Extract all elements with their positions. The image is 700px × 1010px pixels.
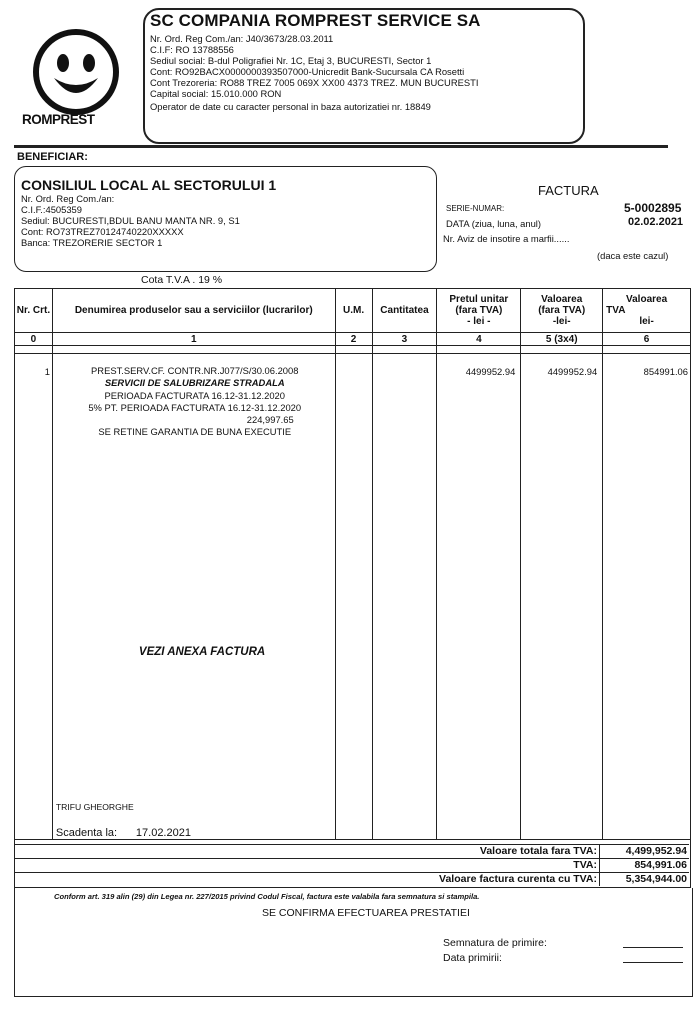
beneficiary-cif: C.I.F.:4505359 bbox=[21, 204, 82, 215]
desc-line: SERVICII DE SALUBRIZARE STRADALA bbox=[104, 377, 285, 389]
header-vat-line-3: lei- bbox=[639, 316, 654, 327]
header-vat-line-1: Valoarea bbox=[626, 294, 668, 305]
index-cell: 0 bbox=[15, 333, 53, 346]
desc-line: PERIOADA FACTURATA 16.12-31.12.2020 bbox=[104, 389, 285, 401]
net-total-label: Valoare totala fara TVA: bbox=[479, 845, 597, 857]
invoice-title: FACTURA bbox=[538, 183, 599, 198]
supplier-operator: Operator de date cu caracter personal in baza autorizatiei nr. 18849 bbox=[150, 101, 431, 112]
aviz-label: Nr. Aviz de insotire a marfii...... bbox=[443, 233, 570, 244]
beneficiary-name: CONSILIUL LOCAL AL SECTORULUI 1 bbox=[21, 177, 277, 193]
supplier-cif: C.I.F: RO 13788556 bbox=[150, 44, 234, 55]
index-cell: 5 (3x4) bbox=[521, 333, 603, 346]
beneficiary-label: BENEFICIAR: bbox=[17, 151, 88, 163]
receipt-date-line bbox=[623, 962, 683, 963]
desc-line: PREST.SERV.CF. CONTR.NR.J077/S/30.06.2008 bbox=[91, 365, 299, 376]
header-value-line-3: -lei- bbox=[552, 316, 571, 327]
header-row bbox=[15, 289, 691, 333]
legal-note: Conform art. 319 alin (29) din Legea nr. 227/2015 privind Codul Fiscal, factura este valabila fara semnatura si stampila. bbox=[54, 892, 480, 901]
series-label: SERIE-NUMAR: bbox=[446, 204, 505, 213]
desc-line: 5% PT. PERIOADA FACTURATA 16.12-31.12.2020 bbox=[88, 401, 302, 413]
item-description bbox=[52, 354, 335, 840]
index-cell: 3 bbox=[372, 333, 437, 346]
spacer-row bbox=[15, 346, 691, 354]
beneficiary-address: Sediul: BUCURESTI,BDUL BANU MANTA NR. 9, S1 bbox=[21, 215, 240, 226]
header-qty: Cantitatea bbox=[372, 289, 437, 333]
header-price-line-1: Pretul unitar bbox=[449, 294, 509, 305]
supplier-reg: Nr. Ord. Reg Com./an: J40/3673/28.03.2011 bbox=[150, 33, 334, 44]
series-value: 5-0002895 bbox=[624, 201, 682, 215]
item-vat: 854991.06 bbox=[603, 354, 691, 840]
item-nr: 1 bbox=[15, 354, 53, 840]
totals-divider bbox=[599, 844, 600, 886]
signature-line bbox=[623, 947, 683, 948]
date-label: DATA (ziua, luna, anul) bbox=[446, 218, 542, 229]
item-price: 4499952.94 bbox=[437, 354, 521, 840]
header-rule bbox=[14, 145, 668, 148]
beneficiary-bank: Banca: TREZORERIE SECTOR 1 bbox=[21, 237, 163, 248]
supplier-address: Sediul social: B-dul Poligrafiei Nr. 1C, Etaj 3, BUCURESTI, Sector 1 bbox=[150, 55, 432, 66]
index-row bbox=[15, 333, 691, 346]
date-value: 02.02.2021 bbox=[628, 216, 684, 228]
supplier-capital: Capital social: 15.010.000 RON bbox=[150, 88, 282, 99]
desc-line: SE RETINE GARANTIA DE BUNA EXECUTIE bbox=[98, 426, 292, 438]
header-price bbox=[437, 289, 521, 333]
aviz-note: (daca este cazul) bbox=[597, 250, 669, 261]
items-table bbox=[14, 288, 691, 840]
header-price-line-3: - lei - bbox=[467, 316, 491, 327]
header-vat bbox=[603, 289, 691, 333]
net-total-value: 4,499,952.94 bbox=[625, 845, 687, 857]
totals-block bbox=[14, 839, 691, 888]
responsible-person: TRIFU GHEORGHE bbox=[55, 802, 134, 812]
vat-total-label: TVA: bbox=[573, 859, 597, 871]
signature-label: Semnatura de primire: bbox=[443, 937, 547, 949]
index-cell: 2 bbox=[335, 333, 372, 346]
annex-note: VEZI ANEXA FACTURA bbox=[138, 646, 266, 658]
header-price-line-2: (fara TVA) bbox=[455, 305, 503, 316]
beneficiary-account: Cont: RO73TREZ70124740220XXXXX bbox=[21, 226, 184, 237]
gross-total-label: Valoare factura curenta cu TVA: bbox=[439, 873, 597, 885]
romprest-logo bbox=[18, 20, 134, 132]
item-value: 4499952.94 bbox=[521, 354, 603, 840]
item-row bbox=[15, 354, 691, 840]
header-vat-line-2: TVA bbox=[606, 305, 626, 316]
vat-total-value: 854,991.06 bbox=[634, 859, 687, 871]
supplier-name: SC COMPANIA ROMPREST SERVICE SA bbox=[150, 11, 481, 30]
index-cell: 6 bbox=[603, 333, 691, 346]
vat-rate: Cota T.V.A . 19 % bbox=[141, 274, 223, 286]
header-value bbox=[521, 289, 603, 333]
header-desc: Denumirea produselor sau a serviciilor (lucrarilor) bbox=[52, 289, 335, 333]
header-nr: Nr. Crt. bbox=[15, 289, 53, 333]
supplier-account: Cont: RO92BACX0000000393507000-Unicredit Bank-Sucursala CA Rosetti bbox=[150, 66, 465, 77]
due-date: 17.02.2021 bbox=[135, 827, 191, 839]
confirm-note: SE CONFIRMA EFECTUAREA PRESTATIEI bbox=[262, 907, 470, 919]
index-cell: 1 bbox=[52, 333, 335, 346]
receipt-date-label: Data primirii: bbox=[443, 952, 502, 964]
due-label: Scadenta la: bbox=[55, 827, 118, 839]
header-value-line-2: (fara TVA) bbox=[538, 305, 586, 316]
footer-box bbox=[14, 888, 693, 997]
desc-line: 224,997.65 bbox=[246, 414, 294, 426]
gross-total-value: 5,354,944.00 bbox=[625, 873, 687, 885]
header-value-line-1: Valoarea bbox=[541, 294, 583, 305]
header-um: U.M. bbox=[335, 289, 372, 333]
logo-text: ROMPREST bbox=[22, 112, 95, 127]
supplier-treasury: Cont Trezoreria: RO88 TREZ 7005 069X XX00 4373 TREZ. MUN BUCURESTI bbox=[150, 77, 479, 88]
beneficiary-reg: Nr. Ord. Reg Com./an: bbox=[21, 193, 115, 204]
index-cell: 4 bbox=[437, 333, 521, 346]
